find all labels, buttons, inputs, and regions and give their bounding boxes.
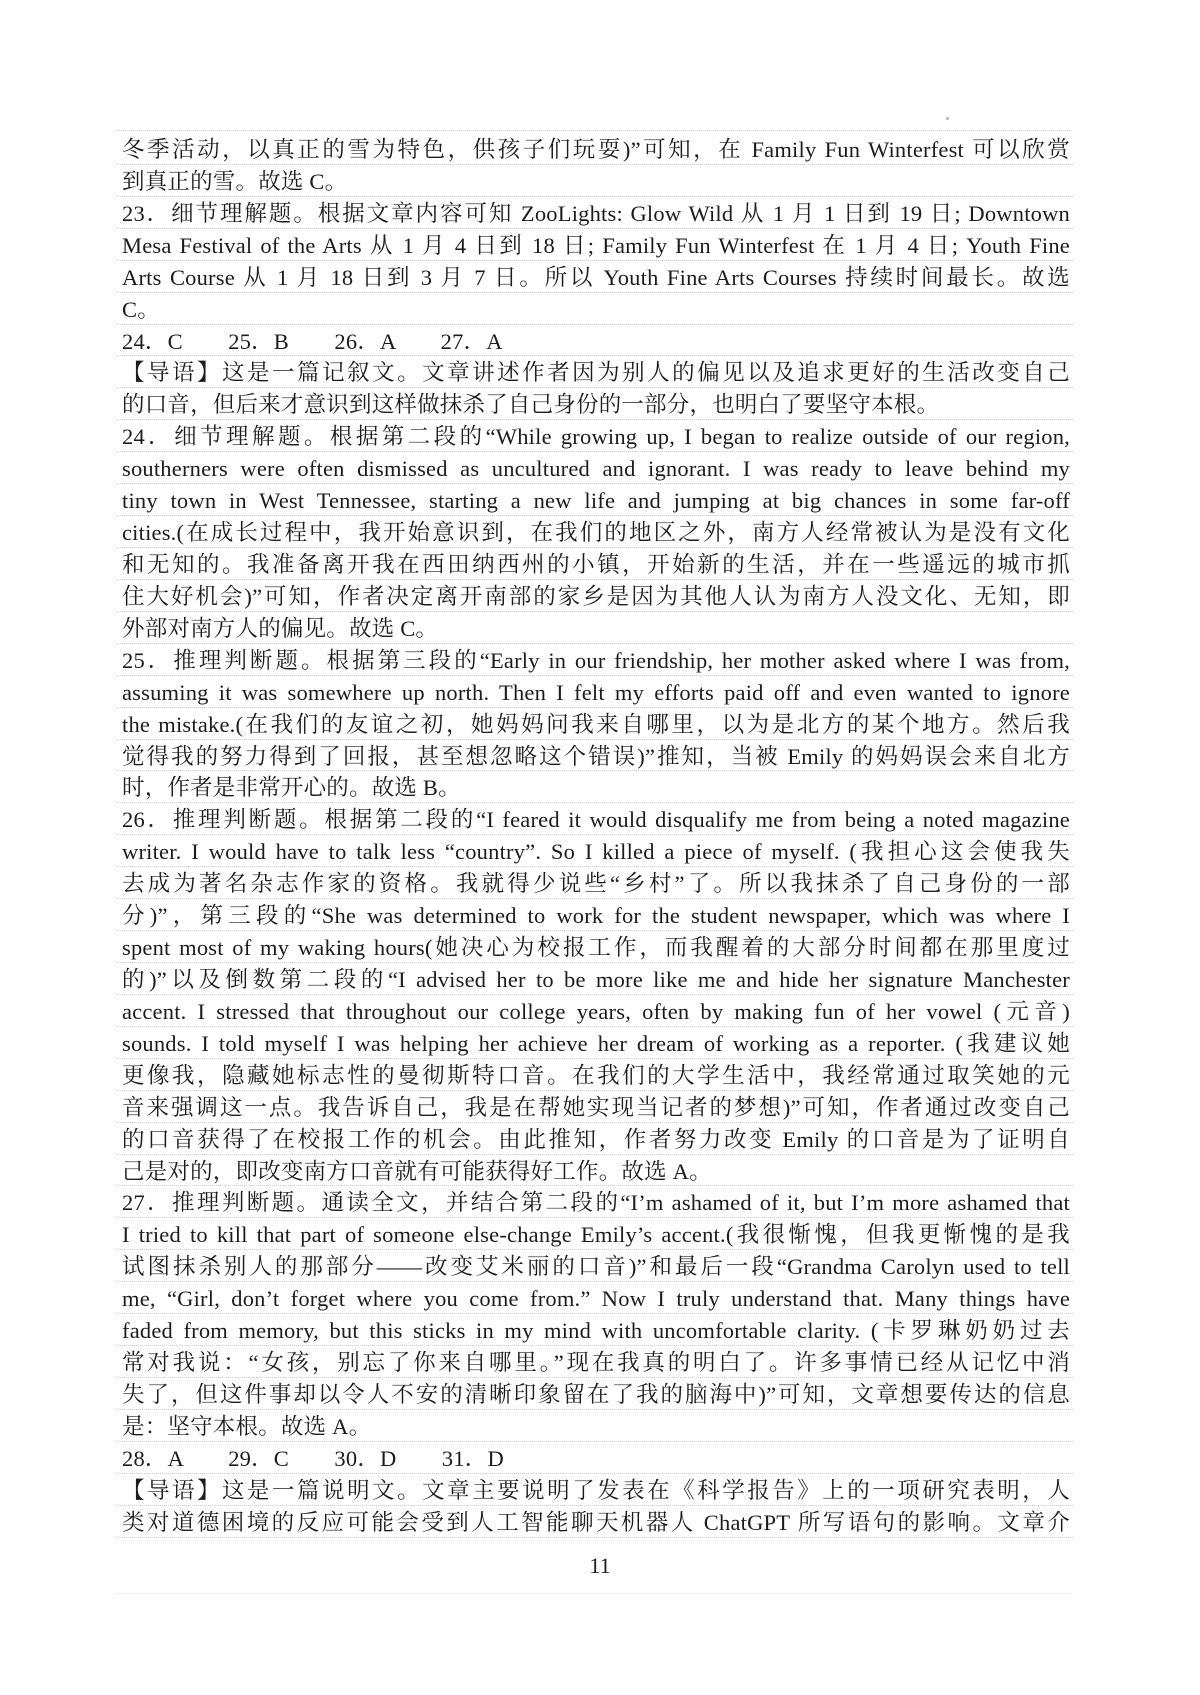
page-number: 11 bbox=[589, 1553, 611, 1578]
text-line: 的口音，但后来才意识到这样做抹杀了自己身份的一部分，也明白了要坚守本根。 bbox=[122, 389, 1070, 421]
text-line: 24．细节理解题。根据第二段的“While growing up, I began to realize outside of our region, bbox=[122, 421, 1070, 453]
text-line: assuming it was somewhere up north. Then I felt my efforts paid off and even wanted to ignore bbox=[122, 677, 1070, 709]
text-line: sounds. I told myself I was helping her achieve her dream of working as a reporter. (我建议她 bbox=[122, 1028, 1070, 1060]
text-line: 时，作者是非常开心的。故选 B。 bbox=[122, 772, 1070, 804]
text-line: 失了，但这件事却以令人不安的清晰印象留在了我的脑海中)”可知，文章想要传达的信息 bbox=[122, 1379, 1070, 1411]
text-line: 和无知的。我准备离开我在西田纳西州的小镇，开始新的生活，并在一些遥远的城市抓 bbox=[122, 549, 1070, 581]
text-line: C。 bbox=[122, 294, 1070, 326]
text-line: 类对道德困境的反应可能会受到人工智能聊天机器人 ChatGPT 所写语句的影响。文章介 bbox=[122, 1507, 1070, 1539]
text-line: southerners were often dismissed as uncultured and ignorant. I was ready to leave behind my bbox=[122, 453, 1070, 485]
text-line: 【导语】这是一篇记叙文。文章讲述作者因为别人的偏见以及追求更好的生活改变自己 bbox=[122, 357, 1070, 389]
text-line: 的口音获得了在校报工作的机会。由此推知，作者努力改变 Emily 的口音是为了证明自 bbox=[122, 1124, 1070, 1156]
text-line: 更像我，隐藏她标志性的曼彻斯特口音。在我们的大学生活中，我经常通过取笑她的元 bbox=[122, 1060, 1070, 1092]
text-line: I tried to kill that part of someone else-change Emily’s accent.(我很惭愧，但我更惭愧的是我 bbox=[122, 1219, 1070, 1251]
text-line: 到真正的雪。故选 C。 bbox=[122, 166, 1070, 198]
text-line: accent. I stressed that throughout our college years, often by making fun of her vowel (元音) bbox=[122, 996, 1070, 1028]
text-line: 是：坚守本根。故选 A。 bbox=[122, 1411, 1070, 1443]
text-line: spent most of my waking hours(她决心为校报工作，而我醒着的大部分时间都在那里度过 bbox=[122, 932, 1070, 964]
text-line: Arts Course 从 1 月 18 日到 3 月 7 日。所以 Youth Fine Arts Courses 持续时间最长。故选 bbox=[122, 262, 1070, 294]
text-line: 23．细节理解题。根据文章内容可知 ZooLights: Glow Wild 从 1 月 1 日到 19 日; Downtown bbox=[122, 198, 1070, 230]
text-line: tiny town in West Tennessee, starting a new life and jumping at big chances in some far-off bbox=[122, 485, 1070, 517]
scan-speck bbox=[946, 117, 949, 120]
text-line: 26．推理判断题。根据第二段的“I feared it would disqualify me from being a noted magazine bbox=[122, 804, 1070, 836]
text-line: 音来强调这一点。我告诉自己，我是在帮她实现当记者的梦想)”可知，作者通过改变自己 bbox=[122, 1092, 1070, 1124]
text-line: the mistake.(在我们的友谊之初，她妈妈问我来自哪里，以为是北方的某个地方。然后我 bbox=[122, 709, 1070, 741]
text-line: writer. I would have to talk less “country”. So I killed a piece of myself. (我担心这会使我失 bbox=[122, 836, 1070, 868]
text-line: faded from memory, but this sticks in my mind with uncomfortable clarity. (卡罗琳奶奶过去 bbox=[122, 1315, 1070, 1347]
text-line: 24．C 25．B 26．A 27．A bbox=[122, 326, 1070, 358]
text-line: 外部对南方人的偏见。故选 C。 bbox=[122, 613, 1070, 645]
text-line: Mesa Festival of the Arts 从 1 月 4 日到 18 日; Family Fun Winterfest 在 1 月 4 日; Youth Fine bbox=[122, 230, 1070, 262]
text-line: 常对我说：“女孩，别忘了你来自哪里。”现在我真的明白了。许多事情已经从记忆中消 bbox=[122, 1347, 1070, 1379]
text-line: 28．A 29．C 30．D 31．D bbox=[122, 1443, 1070, 1475]
text-line: 住大好机会)”可知，作者决定离开南部的家乡是因为其他人认为南方人没文化、无知，即 bbox=[122, 581, 1070, 613]
text-line: 的)”以及倒数第二段的“I advised her to be more like me and hide her signature Manchester bbox=[122, 964, 1070, 996]
text-line: 25．推理判断题。根据第三段的“Early in our friendship, her mother asked where I was from, bbox=[122, 645, 1070, 677]
text-line: 分)”，第三段的“She was determined to work for the student newspaper, which was where I bbox=[122, 900, 1070, 932]
text-line: 试图抹杀别人的那部分——改变艾米丽的口音)”和最后一段“Grandma Carolyn used to tell bbox=[122, 1251, 1070, 1283]
text-line: 觉得我的努力得到了回报，甚至想忽略这个错误)”推知，当被 Emily 的妈妈误会来自北方 bbox=[122, 741, 1070, 773]
text-line: 去成为著名杂志作家的资格。我就得少说些“乡村”了。所以我抹杀了自己身份的一部 bbox=[122, 868, 1070, 900]
text-line: cities.(在成长过程中，我开始意识到，在我们的地区之外，南方人经常被认为是没有文化 bbox=[122, 517, 1070, 549]
text-line: 27．推理判断题。通读全文，并结合第二段的“I’m ashamed of it, but I’m more ashamed that bbox=[122, 1187, 1070, 1219]
text-line: 冬季活动，以真正的雪为特色，供孩子们玩耍)”可知，在 Family Fun Winterfest 可以欣赏 bbox=[122, 134, 1070, 166]
dotted-rule-bottom bbox=[116, 1593, 1072, 1594]
text-line: 己是对的，即改变南方口音就有可能获得好工作。故选 A。 bbox=[122, 1156, 1070, 1188]
text-line: 【导语】这是一篇说明文。文章主要说明了发表在《科学报告》上的一项研究表明，人 bbox=[122, 1475, 1070, 1507]
text-line: me, “Girl, don’t forget where you come from.” Now I truly understand that. Many things have bbox=[122, 1283, 1070, 1315]
dotted-rule-top bbox=[116, 130, 1072, 131]
answer-explanations-text bbox=[122, 134, 1070, 1539]
